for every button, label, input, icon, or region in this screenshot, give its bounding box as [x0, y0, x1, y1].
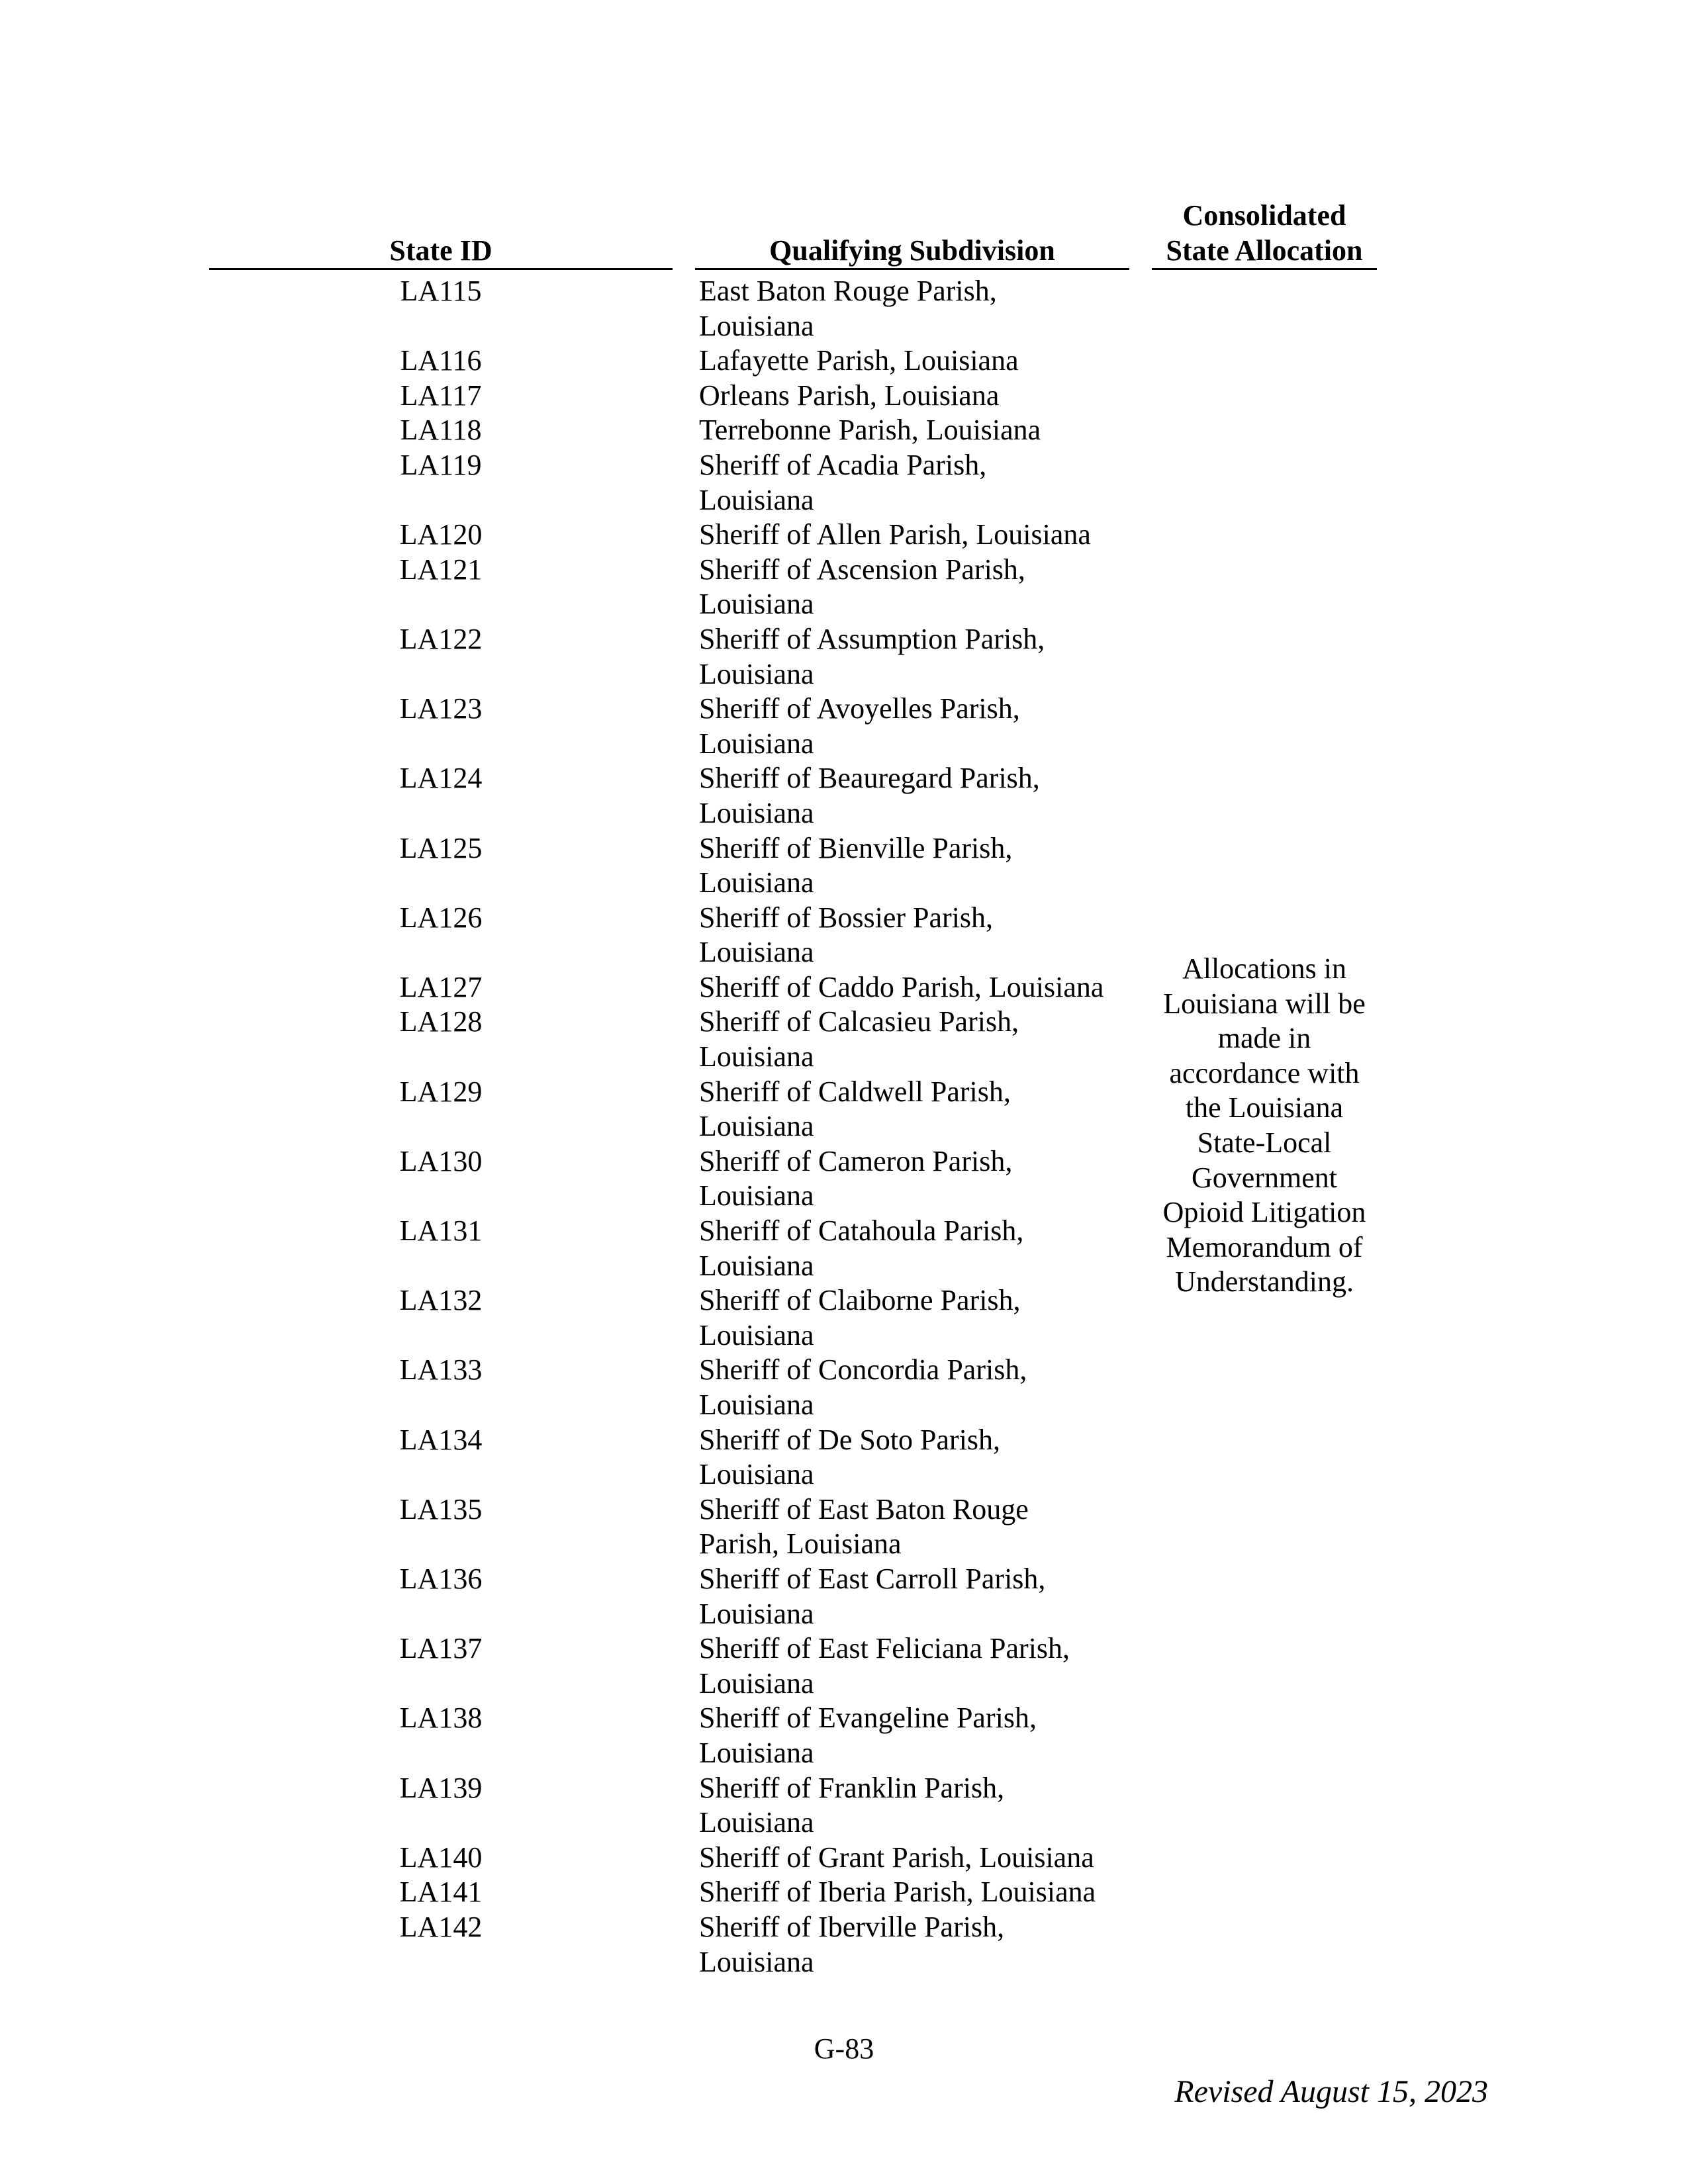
subdivision-cell-line: Louisiana [699, 483, 814, 516]
header-consolidated-line: State Allocation [1166, 234, 1363, 267]
subdivision-cell-line: Lafayette Parish, Louisiana [699, 344, 1019, 377]
state-id-spacer [209, 1666, 673, 1702]
state-id-spacer [209, 1597, 673, 1632]
state-id-cell: LA122 [399, 622, 483, 655]
state-id-cell: LA138 [399, 1702, 483, 1735]
subdivision-cell-line: Louisiana [699, 1666, 814, 1700]
header-qualifying-subdivision [695, 233, 1129, 270]
subdivision-column [699, 274, 1136, 1979]
subdivision-cell-line: Orleans Parish, Louisiana [699, 379, 1000, 412]
state-id-spacer [209, 1527, 673, 1562]
subdivision-cell-line: Louisiana [699, 1945, 814, 1978]
state-id-cell: LA130 [399, 1144, 483, 1177]
subdivision-cell-line: Louisiana [699, 1318, 814, 1351]
subdivision-cell-line: Sheriff of Claiborne Parish, [699, 1284, 1021, 1317]
header-consolidated-state-allocation [1152, 198, 1377, 270]
state-id-cell: LA121 [399, 553, 483, 586]
state-id-cell: LA134 [399, 1423, 483, 1456]
subdivision-cell-line: Sheriff of Avoyelles Parish, [699, 692, 1020, 725]
subdivision-cell-line: Sheriff of Bienville Parish, [699, 831, 1013, 864]
consolidated-note-line: Understanding. [1174, 1265, 1354, 1298]
consolidated-note-line: Memorandum of [1166, 1230, 1363, 1263]
state-id-cell: LA125 [399, 831, 483, 864]
subdivision-cell-line: Sheriff of De Soto Parish, [699, 1423, 1001, 1456]
state-id-cell: LA123 [399, 692, 483, 725]
state-id-cell: LA139 [399, 1771, 483, 1804]
state-id-cell: LA116 [400, 344, 482, 377]
subdivision-cell-line: Sheriff of Calcasieu Parish, [699, 1005, 1019, 1038]
state-id-cell: LA141 [399, 1876, 483, 1909]
state-id-spacer [209, 1249, 673, 1284]
state-id-cell: LA128 [399, 1005, 483, 1038]
subdivision-cell-line: Louisiana [699, 1249, 814, 1282]
revised-date: Revised August 15, 2023 [1174, 2074, 1488, 2109]
state-id-cell: LA133 [399, 1353, 483, 1387]
subdivision-cell-line: Louisiana [699, 1736, 814, 1769]
state-id-cell: LA127 [399, 970, 483, 1003]
state-id-spacer [209, 587, 673, 622]
header-state-id [209, 233, 673, 270]
state-id-cell: LA117 [400, 379, 482, 412]
subdivision-cell-line: Sheriff of Caldwell Parish, [699, 1075, 1011, 1108]
subdivision-cell-line: Louisiana [699, 1040, 814, 1073]
state-id-spacer [209, 866, 673, 901]
subdivision-cell-line: Terrebonne Parish, Louisiana [699, 414, 1041, 447]
subdivision-cell-line: Sheriff of East Feliciana Parish, [699, 1632, 1070, 1665]
subdivision-cell-line: Louisiana [699, 1458, 814, 1491]
consolidated-note-line: the Louisiana [1185, 1091, 1344, 1124]
header-state-id-label: State ID [389, 234, 492, 267]
page-number: G-83 [814, 2032, 874, 2065]
subdivision-cell-line: Louisiana [699, 1597, 814, 1630]
state-id-spacer [209, 1945, 673, 1980]
state-id-spacer [209, 1388, 673, 1423]
subdivision-cell-line: Louisiana [699, 727, 814, 760]
consolidated-note-line: Louisiana will be [1163, 987, 1366, 1020]
subdivision-cell-line: Sheriff of Assumption Parish, [699, 622, 1045, 655]
consolidated-note-line: Opioid Litigation [1162, 1196, 1366, 1229]
subdivision-cell-line: Sheriff of East Carroll Parish, [699, 1562, 1046, 1595]
state-id-spacer [209, 1805, 673, 1841]
subdivision-cell-line: Sheriff of Ascension Parish, [699, 553, 1025, 586]
consolidated-note-line: Government [1192, 1161, 1337, 1194]
state-id-column [209, 274, 673, 1979]
state-id-spacer [209, 1109, 673, 1144]
subdivision-cell-line: Louisiana [699, 657, 814, 690]
consolidated-note-line: State-Local [1197, 1126, 1332, 1159]
state-id-cell: LA136 [399, 1562, 483, 1595]
state-id-cell: LA124 [399, 762, 483, 795]
state-id-spacer [209, 1040, 673, 1075]
subdivision-cell-line: Sheriff of Evangeline Parish, [699, 1702, 1037, 1735]
subdivision-cell-line: Sheriff of Catahoula Parish, [699, 1214, 1024, 1248]
subdivision-cell-line: Sheriff of Allen Parish, Louisiana [699, 518, 1091, 551]
subdivision-cell-line: Louisiana [699, 1388, 814, 1421]
header-subdivision-label: Qualifying Subdivision [769, 234, 1055, 267]
state-id-cell: LA129 [399, 1075, 483, 1108]
state-id-cell: LA120 [399, 518, 483, 551]
subdivision-cell-line: Sheriff of Franklin Parish, [699, 1771, 1005, 1804]
state-id-cell: LA126 [399, 901, 483, 934]
state-id-cell: LA115 [400, 275, 482, 307]
state-id-spacer [209, 796, 673, 831]
consolidated-allocation-note [1152, 952, 1377, 1300]
state-id-spacer [209, 657, 673, 692]
subdivision-cell-line: Louisiana [699, 796, 814, 829]
subdivision-cell-line: Sheriff of Cameron Parish, [699, 1144, 1013, 1177]
state-id-spacer [209, 483, 673, 518]
state-id-spacer [209, 1457, 673, 1492]
consolidated-note-line: accordance with [1169, 1056, 1360, 1089]
state-id-cell: LA131 [399, 1214, 483, 1248]
subdivision-cell-line: Louisiana [699, 936, 814, 969]
subdivision-cell-line: Sheriff of Concordia Parish, [699, 1353, 1027, 1387]
subdivision-cell-line: Sheriff of Beauregard Parish, [699, 762, 1040, 795]
subdivision-cell-line: Sheriff of Bossier Parish, [699, 901, 994, 934]
state-id-spacer [209, 1318, 673, 1353]
subdivision-cell-line: Louisiana [699, 588, 814, 621]
header-consolidated-line: Consolidated [1182, 199, 1346, 232]
consolidated-note-line: Allocations in [1182, 952, 1347, 985]
state-id-spacer [209, 727, 673, 762]
subdivision-cell-line: Louisiana [699, 1179, 814, 1212]
state-id-cell: LA140 [399, 1841, 483, 1874]
state-id-spacer [209, 935, 673, 970]
subdivision-cell-line: Sheriff of Acadia Parish, [699, 448, 987, 481]
state-id-cell: LA142 [399, 1910, 483, 1943]
subdivision-cell-line: Parish, Louisiana [699, 1527, 902, 1561]
subdivision-cell-line: Sheriff of East Baton Rouge [699, 1492, 1029, 1525]
subdivision-cell-line: Louisiana [699, 1110, 814, 1143]
state-id-cell: LA118 [400, 414, 482, 447]
subdivision-cell-line: Louisiana [699, 309, 814, 342]
consolidated-note-line: made in [1217, 1022, 1311, 1055]
subdivision-cell-line: Louisiana [699, 866, 814, 899]
state-id-spacer [209, 309, 673, 344]
subdivision-cell-line: Sheriff of Iberia Parish, Louisiana [699, 1876, 1096, 1909]
state-id-cell: LA135 [399, 1492, 483, 1525]
subdivision-cell-line: Louisiana [699, 1806, 814, 1839]
state-id-cell: LA137 [399, 1632, 483, 1665]
state-id-cell: LA132 [399, 1284, 483, 1317]
subdivision-cell-line: East Baton Rouge Parish, [699, 275, 997, 307]
subdivision-cell-line: Sheriff of Iberville Parish, [699, 1910, 1005, 1943]
state-id-spacer [209, 1179, 673, 1214]
state-id-spacer [209, 1736, 673, 1771]
subdivision-cell-line: Sheriff of Grant Parish, Louisiana [699, 1841, 1094, 1874]
subdivision-cell-line: Sheriff of Caddo Parish, Louisiana [699, 970, 1104, 1003]
state-id-cell: LA119 [400, 448, 482, 481]
